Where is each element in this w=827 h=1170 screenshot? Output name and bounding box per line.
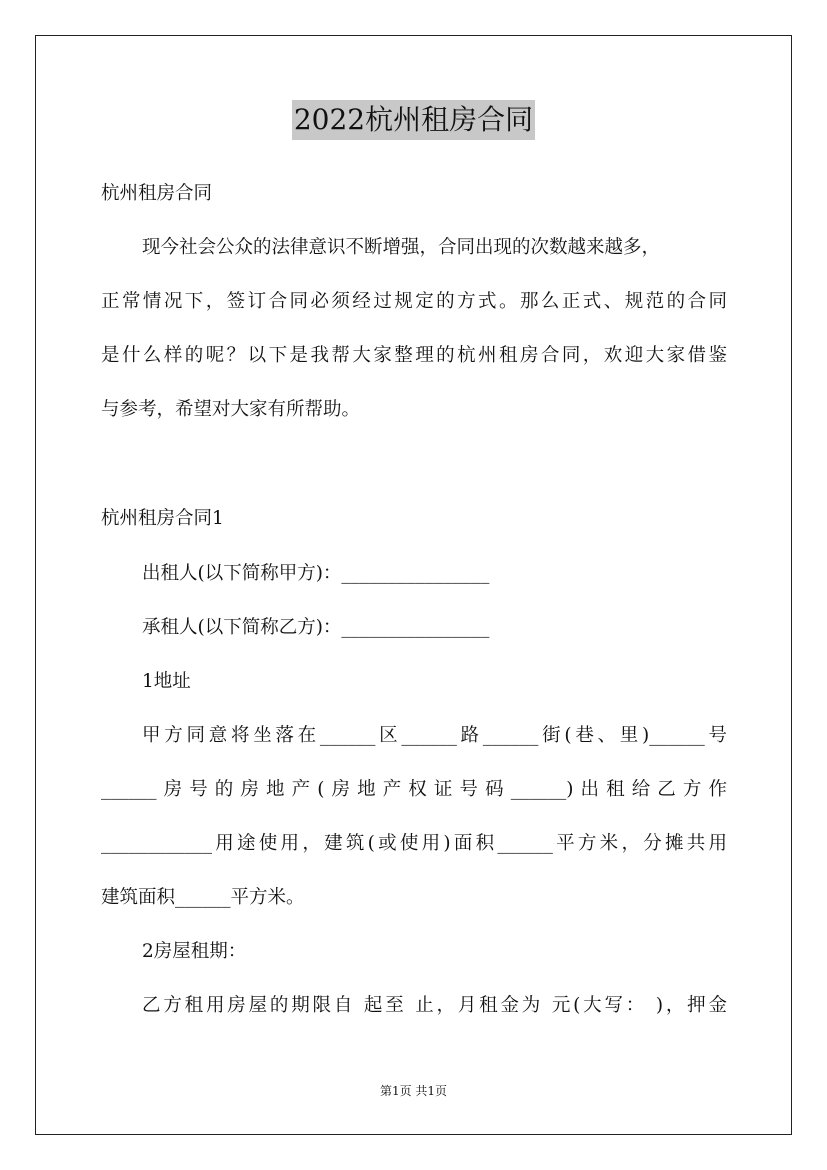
section-1-line-2: ______房号的房地产(房地产权证号码______)出租给乙方作 [101,779,727,800]
lessee-line: 承租人(以下简称乙方)：________________ [142,617,490,638]
section-1-line-4: 建筑面积______平方米。 [101,887,305,908]
page-footer: 第1页 共1页 [379,1084,448,1098]
section-1-heading: 1地址 [142,671,191,692]
intro-line-4: 与参考，希望对大家有所帮助。 [101,399,361,420]
title-container [0,100,827,140]
lessor-line: 出租人(以下简称甲方)：________________ [142,563,490,584]
intro-line-3: 是什么样的呢？以下是我帮大家整理的杭州租房合同，欢迎大家借鉴 [101,345,727,366]
contract-heading: 杭州租房合同1 [101,508,224,529]
section-1-line-3: ____________用途使用，建筑(或使用)面积______平方米，分摊共用 [101,833,727,854]
section-2-line-1: 乙方租用房屋的期限自 起至 止，月租金为 元(大写： )，押金 [142,995,727,1016]
section-2-heading: 2房屋租期： [142,941,247,962]
section-1-line-1: 甲方同意将坐落在______区______路______街(巷、里)______号 [142,725,727,746]
document-title: 2022杭州租房合同 [292,100,535,140]
intro-line-1: 现今社会公众的法律意识不断增强，合同出现的次数越来越多， [142,237,661,258]
document-subtitle: 杭州租房合同 [101,183,213,204]
intro-line-2: 正常情况下，签订合同必须经过规定的方式。那么正式、规范的合同 [101,291,727,312]
